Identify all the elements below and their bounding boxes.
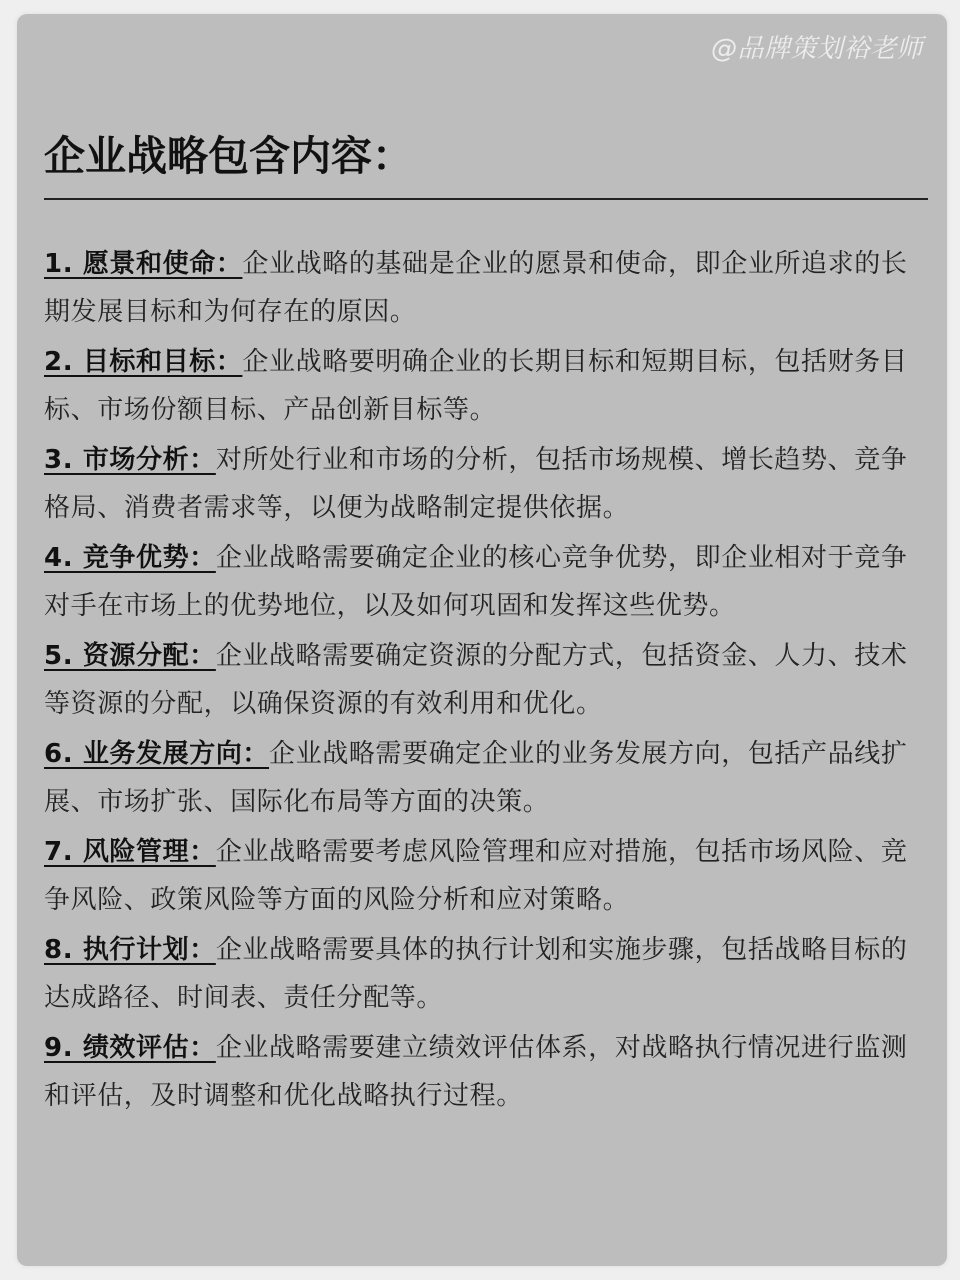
item-text: 企业战略需要确定企业的核心竞争优势，即企业相对于竞争对手在市场上的优势地位，以及如何巩固和发挥这些优势。: [44, 543, 908, 621]
item-text: 企业战略需要考虑风险管理和应对措施，包括市场风险、竞争风险、政策风险等方面的风险分析和应对策略。: [44, 837, 908, 915]
content-card: [17, 14, 947, 1266]
list-item: [44, 828, 910, 924]
item-heading: 3. 市场分析：: [44, 445, 216, 475]
item-text: 企业战略的基础是企业的愿景和使命，即企业所追求的长期发展目标和为何存在的原因。: [44, 249, 908, 327]
item-heading: 5. 资源分配：: [44, 641, 216, 671]
item-heading: 4. 竞争优势：: [44, 543, 216, 573]
list-item: [44, 240, 910, 336]
item-heading: 6. 业务发展方向：: [44, 739, 270, 769]
item-text: 企业战略需要具体的执行计划和实施步骤，包括战略目标的达成路径、时间表、责任分配等。: [44, 935, 908, 1013]
item-text: 企业战略需要确定企业的业务发展方向，包括产品线扩展、市场扩张、国际化布局等方面的决策。: [44, 739, 908, 817]
item-heading: 9. 绩效评估：: [44, 1033, 216, 1063]
content-list: [44, 240, 910, 1122]
list-item: [44, 534, 910, 630]
list-item: [44, 632, 910, 728]
list-item: [44, 926, 910, 1022]
page-title: 企业战略包含内容：: [44, 132, 413, 180]
list-item: [44, 730, 910, 826]
item-heading: 1. 愿景和使命：: [44, 249, 243, 279]
list-item: [44, 436, 910, 532]
list-item: [44, 338, 910, 434]
list-item: [44, 1024, 910, 1120]
item-heading: 8. 执行计划：: [44, 935, 216, 965]
item-text: 企业战略需要确定资源的分配方式，包括资金、人力、技术等资源的分配，以确保资源的有效利用和优化。: [44, 641, 908, 719]
watermark: @品牌策划裕老师: [710, 34, 923, 64]
item-heading: 2. 目标和目标：: [44, 347, 243, 377]
item-text: 企业战略要明确企业的长期目标和短期目标，包括财务目标、市场份额目标、产品创新目标等。: [44, 347, 908, 425]
item-heading: 7. 风险管理：: [44, 837, 216, 867]
item-text: 企业战略需要建立绩效评估体系，对战略执行情况进行监测和评估，及时调整和优化战略执行过程。: [44, 1033, 908, 1111]
item-text: 对所处行业和市场的分析，包括市场规模、增长趋势、竞争格局、消费者需求等，以便为战略制定提供依据。: [44, 445, 908, 523]
title-divider: [44, 198, 928, 200]
